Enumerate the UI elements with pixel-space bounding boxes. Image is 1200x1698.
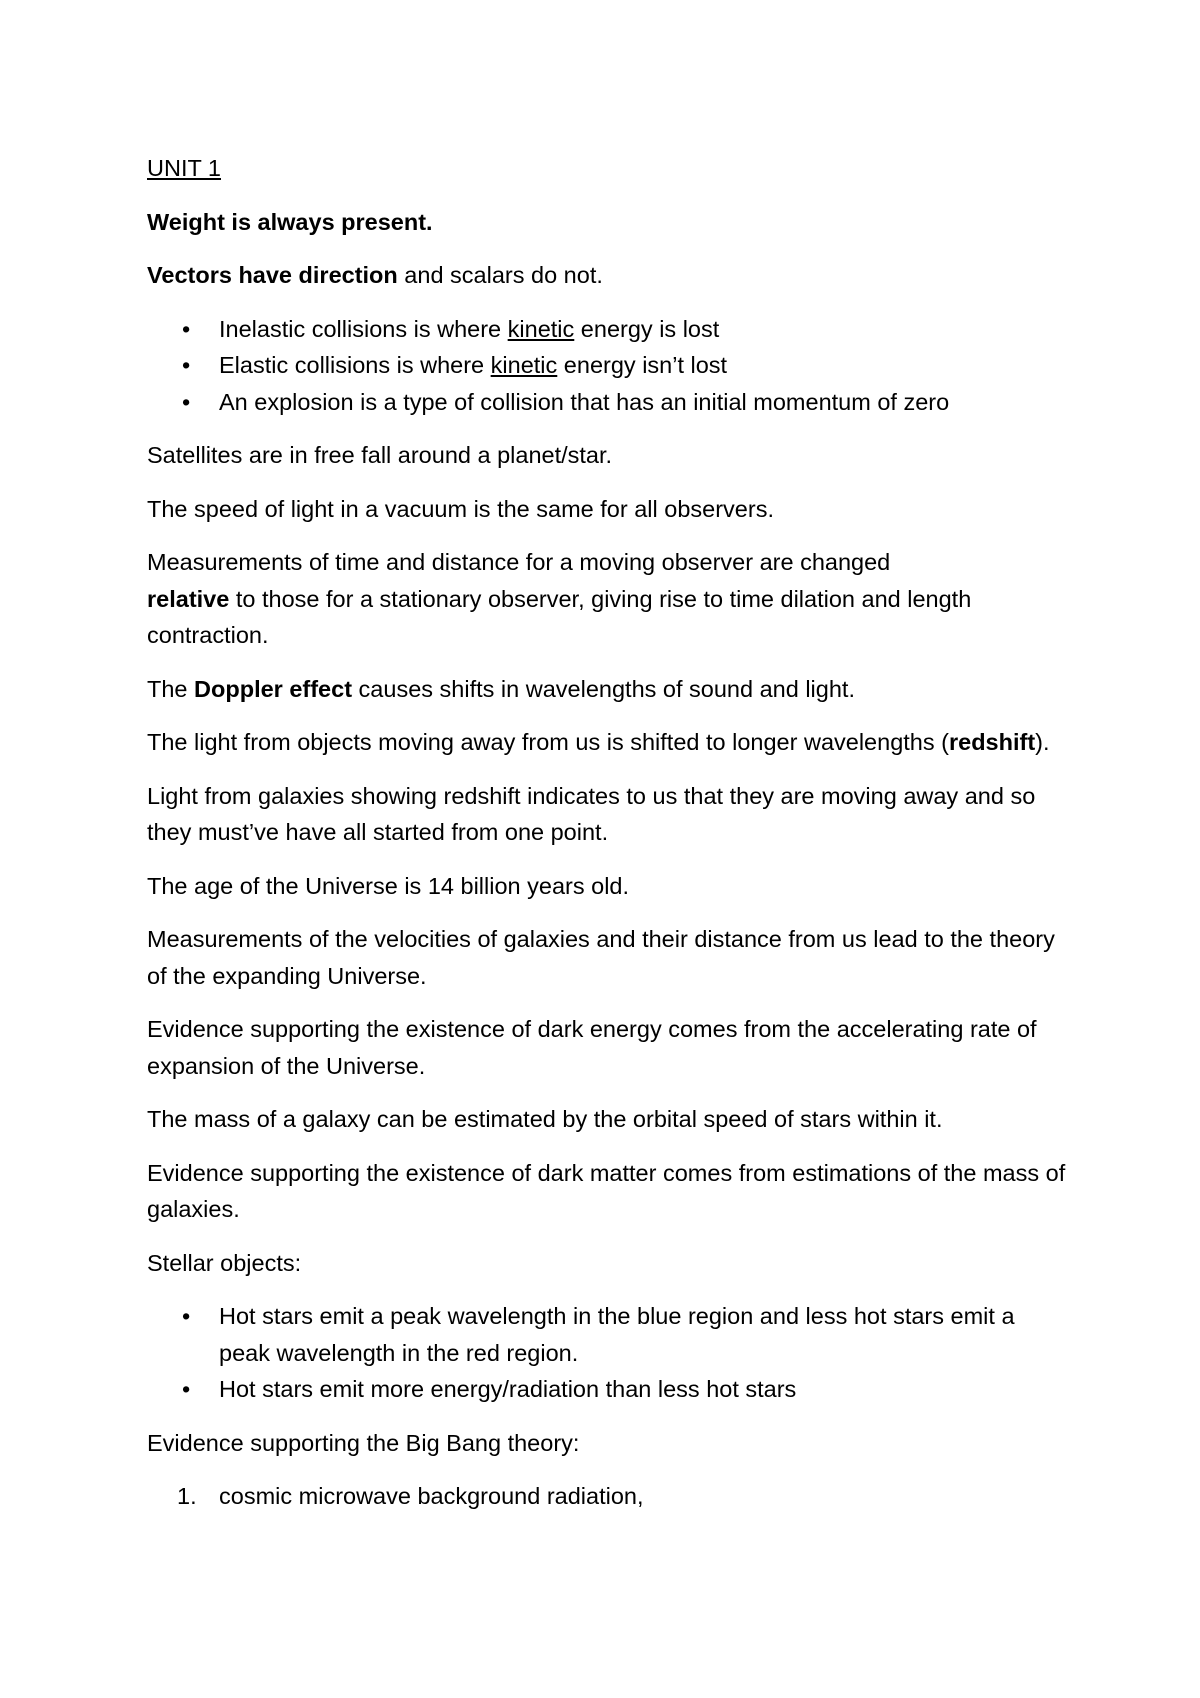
big-bang-heading: Evidence supporting the Big Bang theory: — [147, 1429, 580, 1456]
velocities-statement: Measurements of the velocities of galaxies and their distance from us lead to the theory of the expanding Universe. — [147, 926, 1055, 989]
list-item — [147, 1298, 1067, 1371]
vectors-rest: and scalars do not. — [397, 262, 603, 288]
item-text: cosmic microwave background radiation, — [219, 1483, 644, 1509]
measurements-rest: to those for a stationary observer, giving rise to time dilation and length contraction. — [147, 585, 972, 648]
list-item — [147, 347, 1067, 384]
galaxy-mass-statement: The mass of a galaxy can be estimated by the orbital speed of stars within it. — [147, 1106, 943, 1132]
doppler-statement — [147, 671, 1067, 708]
dark-energy-statement: Evidence supporting the existence of dark energy comes from the accelerating rate of expansion of the Universe. — [147, 1016, 1037, 1079]
weight-statement: Weight is always present. — [147, 208, 433, 235]
measurements-statement — [147, 544, 1067, 654]
galaxies-redshift-statement: Light from galaxies showing redshift indicates to us that they are moving away and so they must’ve have all started from one point. — [147, 782, 1036, 845]
stellar-objects-heading: Stellar objects: — [147, 1249, 302, 1276]
item-text: Hot stars emit a peak wavelength in the blue region and less hot stars emit a peak wavelength in the red region. — [219, 1303, 1015, 1366]
list-number: 1. — [177, 1483, 197, 1509]
speed-of-light-statement: The speed of light in a vacuum is the same for all observers. — [147, 495, 774, 522]
bullet-icon: • — [182, 388, 191, 415]
big-bang-list — [147, 1478, 1067, 1515]
kinetic-underlined: kinetic — [490, 352, 558, 378]
item-text: Hot stars emit more energy/radiation than less hot stars — [219, 1376, 797, 1402]
redshift-statement — [147, 724, 1067, 761]
measurements-line1: Measurements of time and distance for a moving observer are changed — [147, 549, 891, 575]
doppler-bold: Doppler effect — [194, 675, 353, 702]
dark-matter-statement: Evidence supporting the existence of dark matter comes from estimations of the mass of galaxies. — [147, 1159, 1066, 1222]
bullet-icon: • — [182, 352, 191, 378]
bullet-icon: • — [182, 315, 191, 342]
redshift-before: The light from objects moving away from us is shifted to longer wavelengths ( — [147, 729, 949, 755]
doppler-before: The — [147, 675, 195, 702]
redshift-after: ). — [1035, 729, 1050, 755]
list-item — [147, 384, 1067, 421]
vectors-statement — [147, 257, 1067, 294]
item-text: energy isn’t lost — [557, 352, 728, 378]
list-item — [147, 1371, 1067, 1408]
collisions-list — [147, 311, 1067, 421]
item-text: energy is lost — [574, 315, 720, 342]
stellar-list — [147, 1298, 1067, 1408]
kinetic-underlined: kinetic — [507, 315, 575, 342]
list-item — [147, 1478, 1067, 1515]
bullet-icon: • — [182, 1303, 191, 1329]
document-page — [147, 150, 1067, 1532]
unit-title: UNIT 1 — [147, 155, 221, 181]
item-text: Elastic collisions is where — [219, 352, 491, 378]
universe-age-statement: The age of the Universe is 14 billion years old. — [147, 872, 630, 899]
item-text: Inelastic collisions is where — [219, 315, 508, 342]
item-text: An explosion is a type of collision that has an initial momentum of zero — [219, 388, 950, 415]
bullet-icon: • — [182, 1376, 191, 1402]
vectors-bold: Vectors have direction — [147, 262, 398, 288]
doppler-after: causes shifts in wavelengths of sound and light. — [352, 675, 855, 702]
satellites-statement: Satellites are in free fall around a planet/star. — [147, 442, 613, 468]
redshift-bold: redshift — [948, 729, 1036, 755]
relative-bold: relative — [147, 585, 230, 612]
list-item — [147, 311, 1067, 348]
